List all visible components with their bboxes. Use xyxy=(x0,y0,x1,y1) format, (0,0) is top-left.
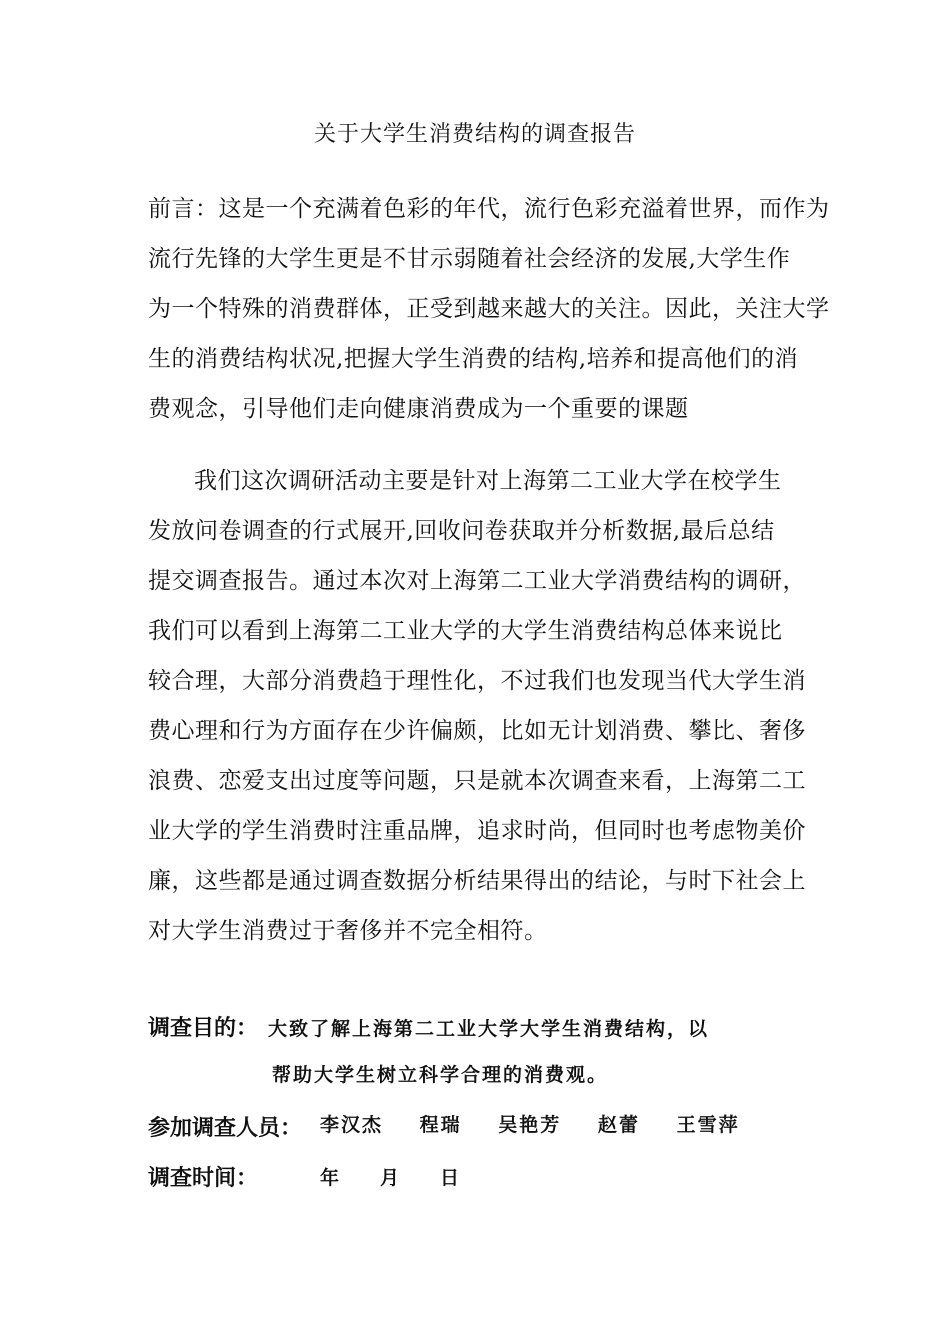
document-title: 关于大学生消费结构的调查报告 xyxy=(313,122,636,147)
preface-line: 为一个特殊的消费群体，正受到越来越大的关注。因此，关注大学 xyxy=(148,296,830,322)
body-line: 对大学生消费过于奢侈并不完全相符。 xyxy=(148,918,548,944)
body-line: 发放问卷调查的行式展开,回收问卷获取并分析数据,最后总结 xyxy=(148,518,775,544)
members-label: 参加调查人员： xyxy=(148,1116,303,1141)
member-name: 吴艳芳 xyxy=(498,1114,562,1136)
purpose-text-line1: 大致了解上海第二工业大学大学生消费结构，以 xyxy=(268,1018,710,1040)
time-month: 月 xyxy=(380,1167,402,1189)
purpose-label: 调查目的： xyxy=(148,1016,259,1041)
time-day: 日 xyxy=(440,1167,462,1189)
member-name: 程瑞 xyxy=(419,1114,462,1136)
body-line: 我们这次调研活动主要是针对上海第二工业大学在校学生 xyxy=(194,468,782,494)
time-year: 年 xyxy=(320,1167,342,1189)
body-line: 费心理和行为方面存在少许偏颇，比如无计划消费、攀比、奢侈 xyxy=(148,718,806,744)
body-line: 我们可以看到上海第二工业大学的大学生消费结构总体来说比 xyxy=(148,618,783,644)
body-line: 廉，这些都是通过调查数据分析结果得出的结论，与时下社会上 xyxy=(148,868,806,894)
preface-line: 流行先锋的大学生更是不甘示弱随着社会经济的发展,大学生作 xyxy=(148,246,791,272)
preface-line: 前言：这是一个充满着色彩的年代，流行色彩充溢着世界，而作为 xyxy=(148,196,830,222)
member-name: 王雪萍 xyxy=(676,1114,740,1136)
body-line: 浪费、恋爱支出过度等问题，只是就本次调查来看，上海第二工 xyxy=(148,768,806,794)
preface-line: 费观念，引导他们走向健康消费成为一个重要的课题 xyxy=(148,396,689,422)
time-label: 调查时间： xyxy=(148,1166,259,1191)
body-line: 较合理，大部分消费趋于理性化，不过我们也发现当代大学生消 xyxy=(148,668,806,694)
body-line: 提交调查报告。通过本次对上海第二工业大学消费结构的调研， xyxy=(148,568,806,594)
members-list xyxy=(320,1110,740,1137)
body-line: 业大学的学生消费时注重品牌，追求时尚，但同时也考虑物美价 xyxy=(148,818,806,844)
purpose-text-line2: 帮助大学生树立科学合理的消费观。 xyxy=(272,1064,609,1086)
preface-line: 生的消费结构状况,把握大学生消费的结构,培养和提高他们的消 xyxy=(148,346,799,372)
member-name: 李汉杰 xyxy=(320,1114,384,1136)
member-name: 赵蕾 xyxy=(597,1114,640,1136)
